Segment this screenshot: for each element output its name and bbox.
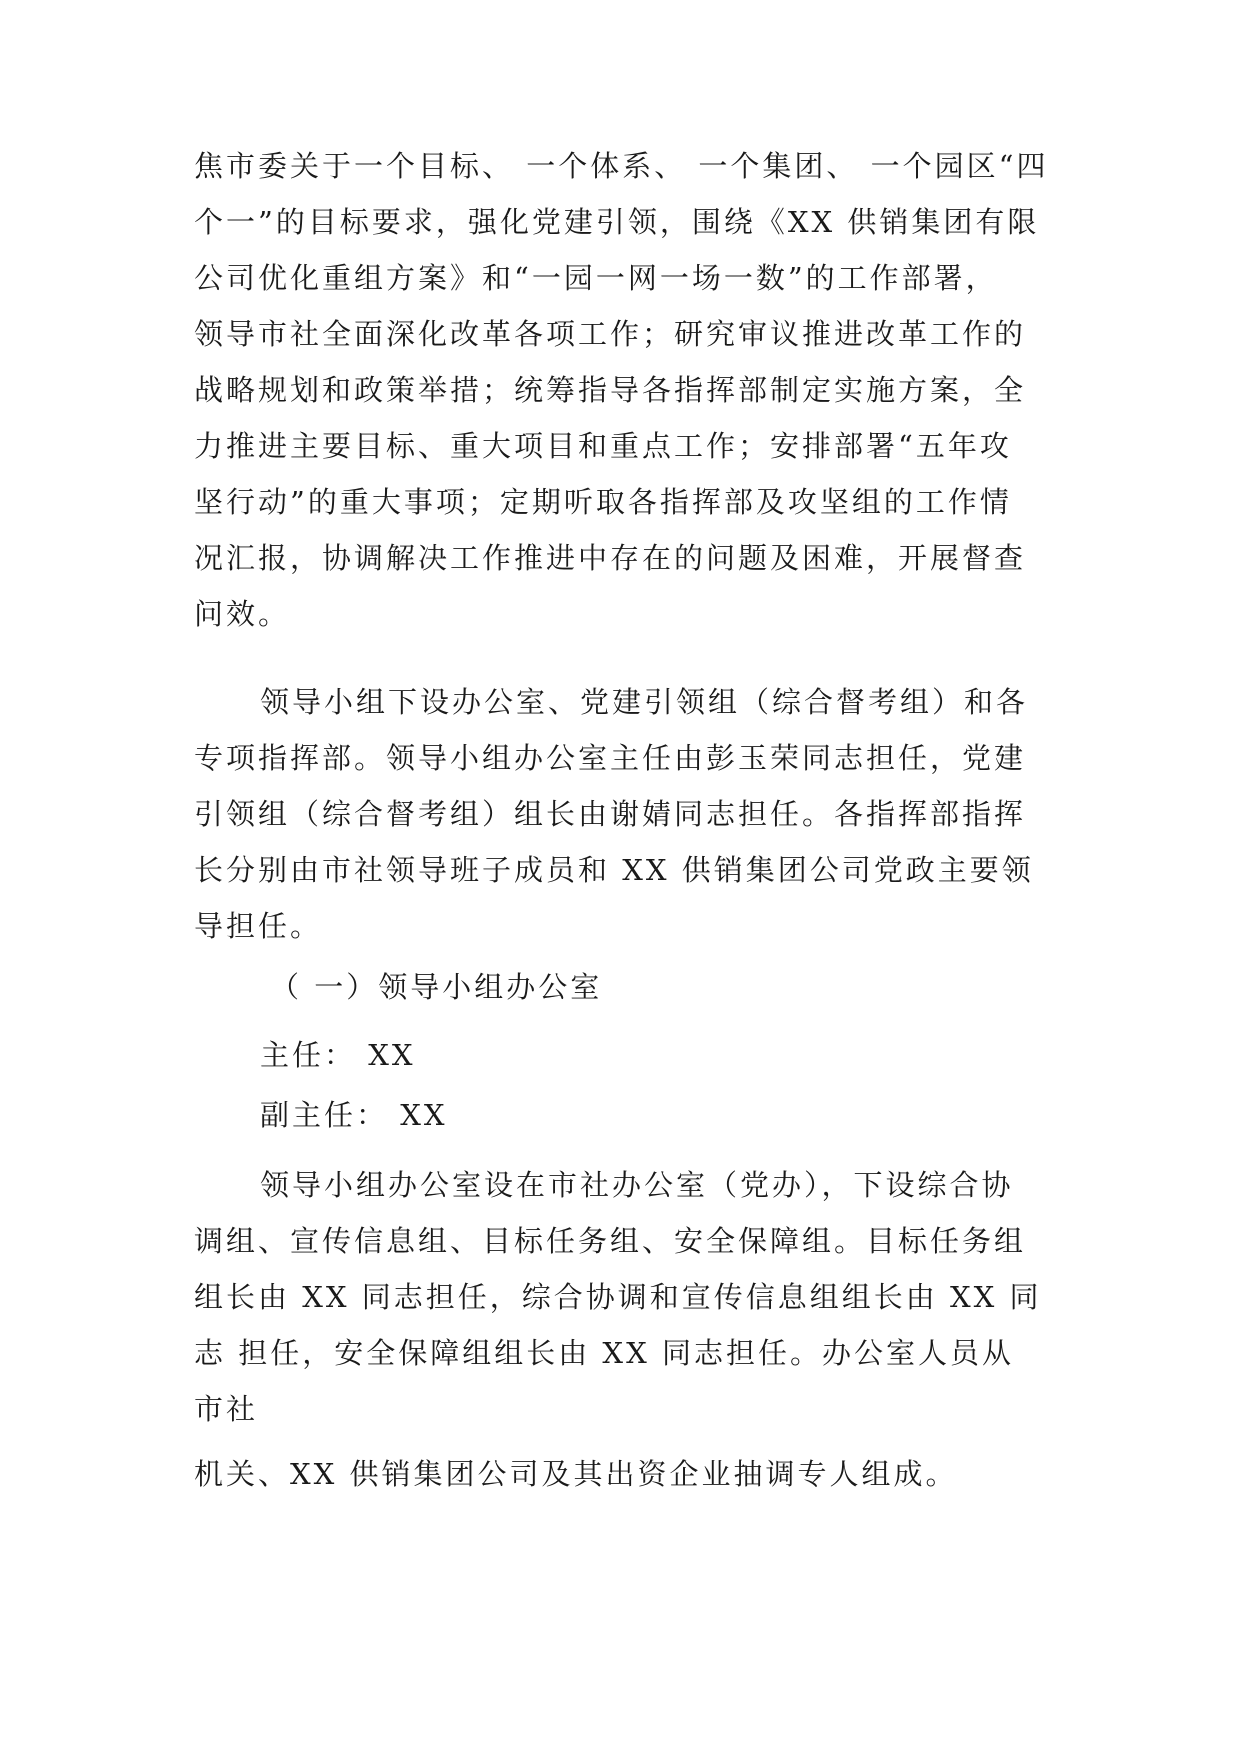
body-text-line: 领导市社全面深化改革各项工作；研究审议推进改革工作的 — [194, 317, 1027, 351]
body-text-line: 市社 — [194, 1392, 259, 1426]
body-text-line: 专项指挥部。领导小组办公室主任由彭玉荣同志担任，党建 — [194, 741, 1027, 775]
body-text-line: 坚行动”的重大事项；定期听取各指挥部及攻坚组的工作情 — [194, 485, 1012, 519]
body-text-line: 导担任。 — [194, 909, 323, 943]
body-text-line: 焦市委关于一个目标、 一个体系、 一个集团、 一个园区“四 — [194, 149, 1049, 183]
body-text-line: 调组、宣传信息组、目标任务组、安全保障组。目标任务组 — [194, 1224, 1027, 1258]
body-text-line: 战略规划和政策举措；统筹指导各指挥部制定实施方案，全 — [194, 373, 1027, 407]
body-text-line: 引领组（综合督考组）组长由谢婧同志担任。各指挥部指挥 — [194, 797, 1027, 831]
body-text-line: 问效。 — [194, 597, 291, 631]
deputy-director-line: 副主任： XX — [260, 1098, 448, 1132]
director-line: 主任： XX — [260, 1038, 416, 1072]
body-text-line: 况汇报，协调解决工作推进中存在的问题及困难，开展督查 — [194, 541, 1027, 575]
body-text-line: 长分别由市社领导班子成员和 XX 供销集团公司党政主要领 — [194, 853, 1034, 887]
body-text-line: 机关、XX 供销集团公司及其出资企业抽调专人组成。 — [194, 1457, 958, 1491]
body-text-line: 组长由 XX 同志担任，综合协调和宣传信息组组长由 XX 同 — [194, 1280, 1042, 1314]
section-heading: （ 一）领导小组办公室 — [270, 970, 603, 1004]
body-text-line: 个一”的目标要求，强化党建引领，围绕《XX 供销集团有限 — [194, 205, 1040, 239]
body-text-line: 领导小组下设办公室、党建引领组（综合督考组）和各 — [260, 685, 1029, 719]
body-text-line: 领导小组办公室设在市社办公室（党办），下设综合协 — [260, 1168, 1014, 1202]
body-text-line: 志 担任，安全保障组组长由 XX 同志担任。办公室人员从 — [194, 1336, 1014, 1370]
body-text-line: 公司优化重组方案》和“一园一网一场一数”的工作部署， — [194, 261, 998, 295]
body-text-line: 力推进主要目标、重大项目和重点工作；安排部署“五年攻 — [194, 429, 1012, 463]
